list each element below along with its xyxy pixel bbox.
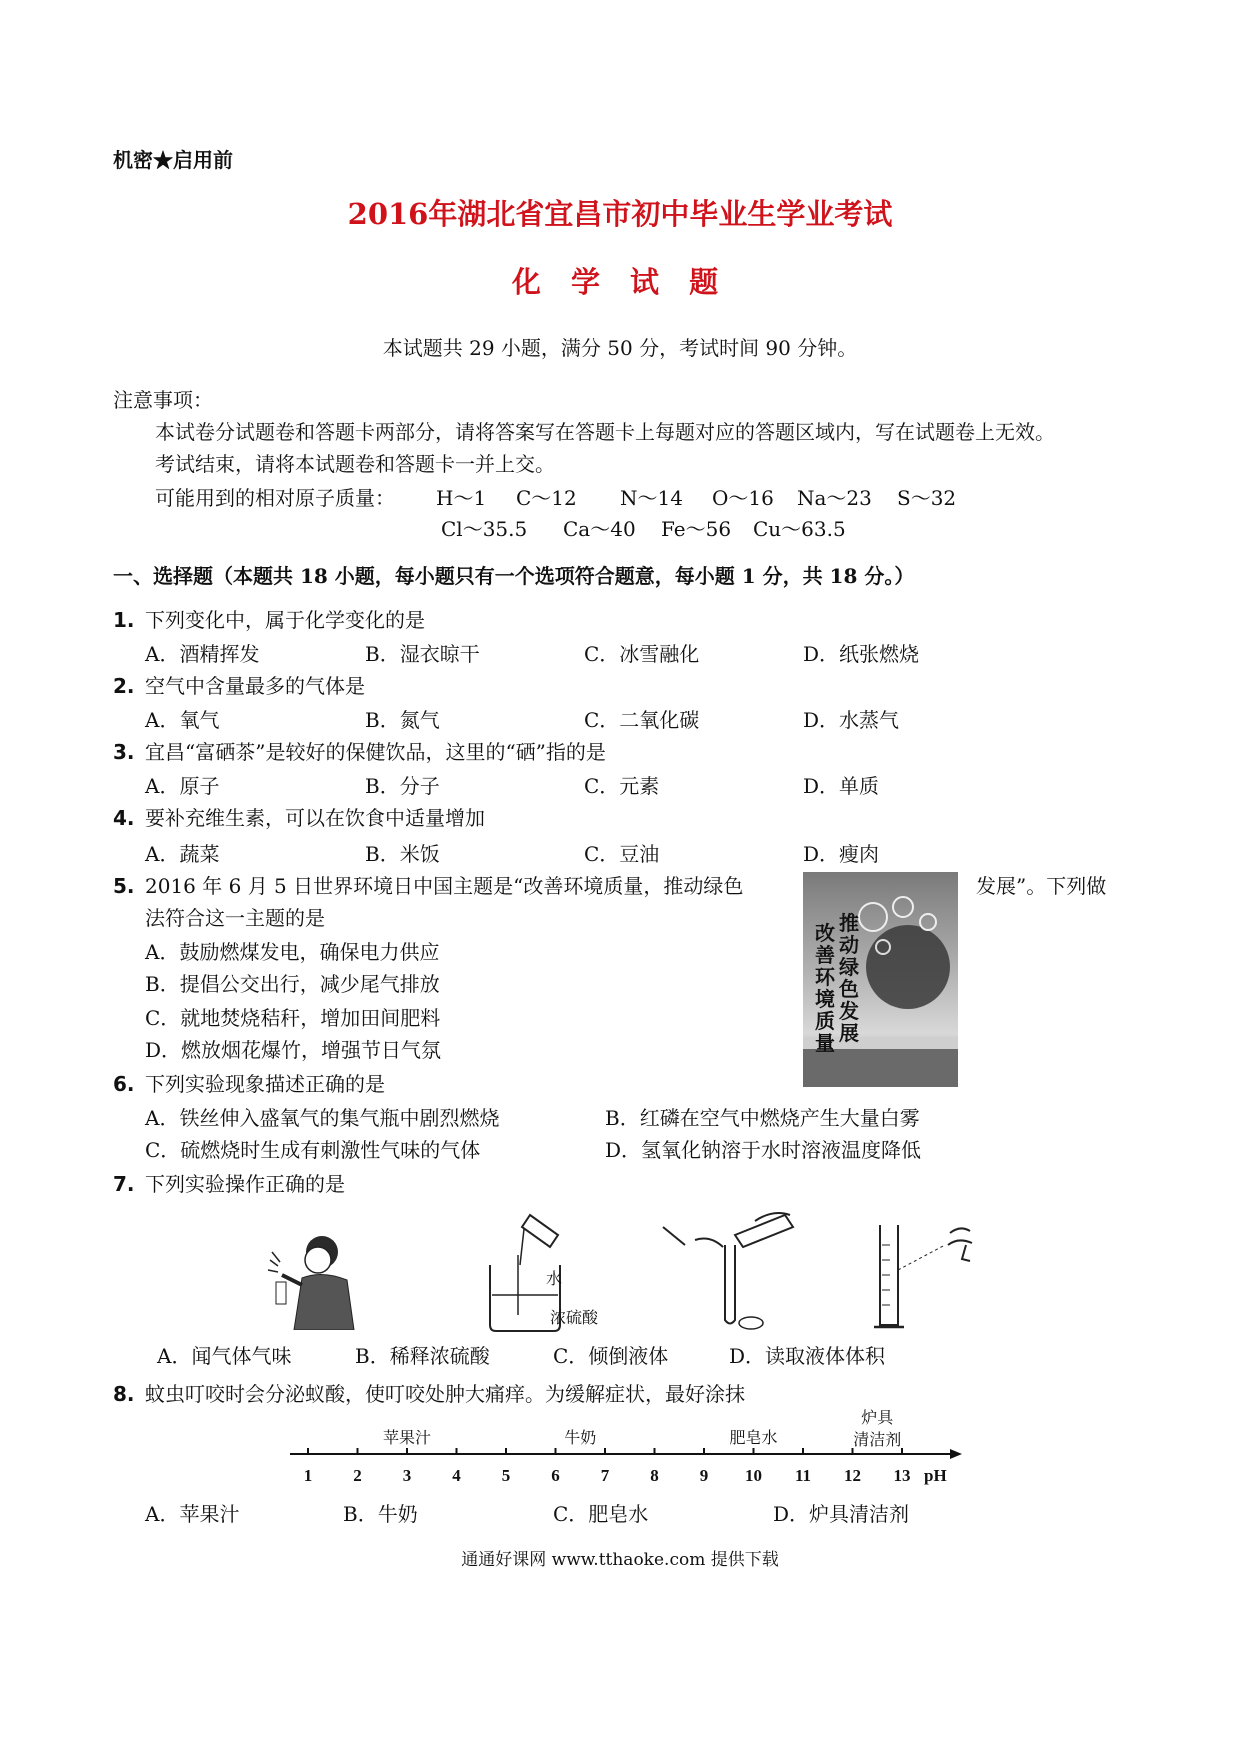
q2-option-c: C．二氧化碳 — [584, 708, 700, 732]
q8-option-a: A．苹果汁 — [145, 1502, 240, 1526]
ph-tick-label: 13 — [893, 1466, 911, 1485]
ph-tick-label: 10 — [745, 1466, 762, 1485]
q2-option-b: B．氮气 — [365, 708, 440, 732]
q4-option-a: A．蔬菜 — [145, 842, 220, 866]
q2-number: 2. — [113, 674, 135, 698]
label-water: 水 — [546, 1269, 563, 1288]
q1-stem: 下列变化中，属于化学变化的是 — [145, 608, 425, 632]
secret-mark: 机密★启用前 — [113, 148, 233, 172]
ph-unit-label: pH — [924, 1466, 947, 1485]
q8-number: 8. — [113, 1382, 135, 1406]
poster-text-2: 推动绿色发展 — [839, 911, 859, 1045]
exam-title: 2016年湖北省宜昌市初中毕业生学业考试 — [347, 197, 893, 231]
exam-info: 本试题共 29 小题，满分 50 分，考试时间 90 分钟。 — [382, 336, 858, 360]
ph-substance-label: 肥皂水 — [729, 1428, 778, 1447]
read-volume-illustration — [870, 1215, 990, 1335]
q3-number: 3. — [113, 740, 135, 764]
section-1-heading: 一、选择题（本题共 18 小题，每小题只有一个选项符合题意，每小题 1 分，共 18 分。） — [113, 564, 915, 588]
notice-heading: 注意事项： — [113, 388, 213, 412]
ph-scale-arrow — [950, 1449, 962, 1459]
q8-option-d: D．炉具清洁剂 — [773, 1502, 910, 1526]
q1-option-d: D．纸张燃烧 — [803, 642, 920, 666]
q3-option-a: A．原子 — [145, 774, 220, 798]
q3-stem: 宜昌“富硒茶”是较好的保健饮品，这里的“硒”指的是 — [145, 740, 606, 764]
q7-stem: 下列实验操作正确的是 — [145, 1172, 345, 1196]
ph-tick-label: 5 — [501, 1466, 511, 1485]
q4-option-d: D．瘦肉 — [803, 842, 880, 866]
page-footer: 通通好课网 www.tthaoke.com 提供下载 — [461, 1550, 779, 1570]
mass-na: Na～23 — [797, 486, 872, 510]
ph-tick-label: 4 — [452, 1466, 461, 1485]
poster-text-1: 改善环境质量 — [815, 921, 835, 1055]
q8-option-b: B．牛奶 — [343, 1502, 418, 1526]
q6-stem: 下列实验现象描述正确的是 — [145, 1072, 385, 1096]
q7-option-a: A．闻气体气味 — [157, 1344, 292, 1368]
q6-option-c: C．硫燃烧时生成有刺激性气味的气体 — [145, 1138, 481, 1162]
subject-title: 化 学 试 题 — [511, 265, 729, 299]
q4-option-c: C．豆油 — [584, 842, 660, 866]
q3-option-d: D．单质 — [803, 774, 880, 798]
q5-option-d: D．燃放烟花爆竹，增强节日气氛 — [145, 1038, 442, 1062]
q5-environment-poster — [803, 872, 958, 1087]
q2-option-d: D．水蒸气 — [803, 708, 900, 732]
ph-tick-label: 8 — [650, 1466, 659, 1485]
q1-number: 1. — [113, 608, 135, 632]
q4-stem: 要补充维生素，可以在饮食中适量增加 — [145, 806, 485, 830]
ph-substance-label: 炉具 — [861, 1408, 894, 1427]
ph-tick-label: 12 — [844, 1466, 861, 1485]
mass-s: S～32 — [897, 486, 957, 510]
q3-option-b: B．分子 — [365, 774, 440, 798]
ph-substance-label: 清洁剂 — [853, 1430, 902, 1449]
ph-tick-label: 11 — [794, 1466, 812, 1485]
pour-liquid-illustration — [655, 1205, 805, 1335]
q6-option-d: D．氢氧化钠溶于水时溶液温度降低 — [605, 1138, 922, 1162]
q5-option-a: A．鼓励燃煤发电，确保电力供应 — [145, 940, 440, 964]
label-conc-acid: 浓硫酸 — [550, 1308, 599, 1327]
q1-option-b: B．湿衣晾干 — [365, 642, 480, 666]
q5-number: 5. — [113, 874, 135, 898]
q5-stem-part-3: 法符合这一主题的是 — [145, 906, 325, 930]
q7-option-d: D．读取液体体积 — [729, 1344, 886, 1368]
ph-tick-label: 6 — [551, 1466, 560, 1485]
q6-option-b: B．红磷在空气中燃烧产生大量白雾 — [605, 1106, 920, 1130]
q7-option-b: B．稀释浓硫酸 — [355, 1344, 490, 1368]
ph-tick-label: 7 — [600, 1466, 610, 1485]
ph-tick-label: 1 — [303, 1466, 313, 1485]
notice-line-2: 考试结束，请将本试题卷和答题卡一并上交。 — [155, 452, 555, 476]
mass-h: H～1 — [436, 486, 487, 510]
q6-number: 6. — [113, 1072, 135, 1096]
q3-option-c: C．元素 — [584, 774, 660, 798]
q1-option-a: A．酒精挥发 — [145, 642, 260, 666]
mass-cl: Cl～35.5 — [441, 517, 528, 541]
mass-ca: Ca～40 — [563, 517, 636, 541]
q8-stem: 蚊虫叮咬时会分泌蚁酸，使叮咬处肿大痛痒。为缓解症状，最好涂抹 — [145, 1382, 745, 1406]
q8-option-c: C．肥皂水 — [553, 1502, 649, 1526]
mass-fe: Fe～56 — [661, 517, 732, 541]
q5-option-c: C．就地焚烧秸秆，增加田间肥料 — [145, 1006, 441, 1030]
notice-mass-label: 可能用到的相对原子质量： — [155, 486, 395, 510]
q2-stem: 空气中含量最多的气体是 — [145, 674, 365, 698]
ph-tick-label: 2 — [353, 1466, 362, 1485]
ph-tick-label: 3 — [402, 1466, 412, 1485]
q5-stem-part-2: 发展”。下列做 — [976, 874, 1107, 898]
ph-tick-label: 9 — [699, 1466, 709, 1485]
mass-c: C～12 — [516, 486, 577, 510]
notice-line-1: 本试卷分试题卷和答题卡两部分，请将答案写在答题卡上每题对应的答题区域内，写在试题卷上无效。 — [155, 420, 1055, 444]
mass-o: O～16 — [712, 486, 774, 510]
smelling-gas-illustration — [262, 1230, 382, 1330]
q4-number: 4. — [113, 806, 135, 830]
q5-option-b: B．提倡公交出行，减少尾气排放 — [145, 972, 440, 996]
q4-option-b: B．米饭 — [365, 842, 440, 866]
q1-option-c: C．冰雪融化 — [584, 642, 700, 666]
q2-option-a: A．氧气 — [145, 708, 220, 732]
q7-option-c: C．倾倒液体 — [553, 1344, 669, 1368]
mass-cu: Cu～63.5 — [753, 517, 846, 541]
q7-number: 7. — [113, 1172, 135, 1196]
mass-n: N～14 — [620, 486, 683, 510]
q6-option-a: A．铁丝伸入盛氧气的集气瓶中剧烈燃烧 — [145, 1106, 500, 1130]
ph-substance-label: 牛奶 — [564, 1428, 597, 1447]
q5-stem-part-1: 2016 年 6 月 5 日世界环境日中国主题是“改善环境质量，推动绿色 — [145, 874, 744, 898]
ph-substance-label: 苹果汁 — [382, 1428, 431, 1447]
